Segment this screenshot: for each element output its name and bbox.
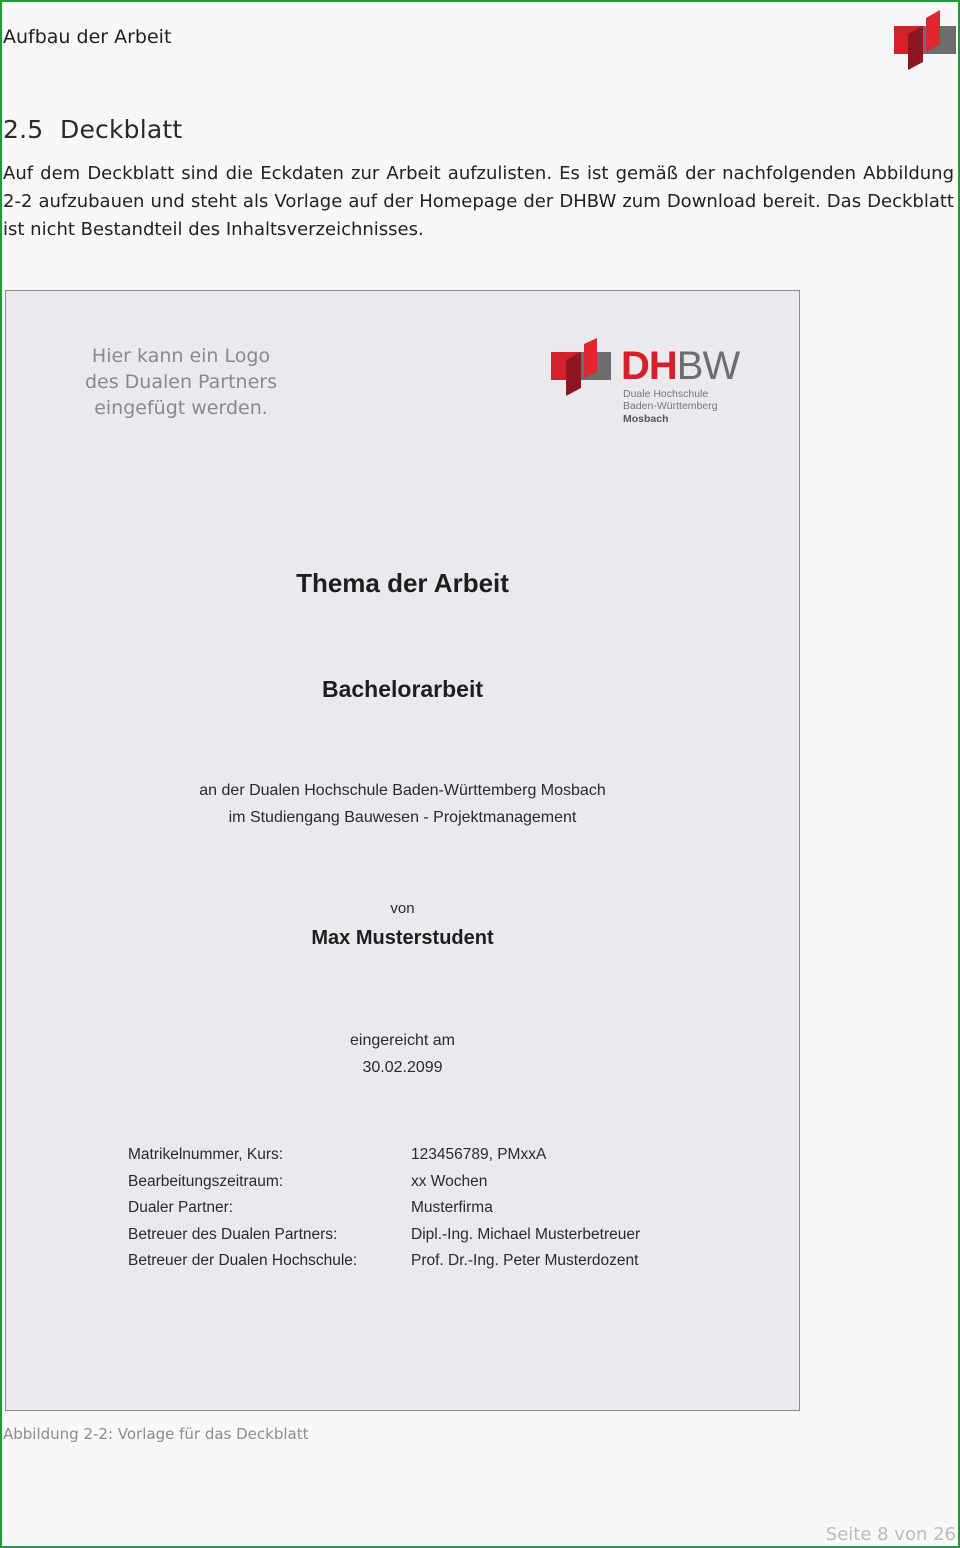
detail-value: xx Wochen <box>411 1172 488 1190</box>
dhbw-campus: Mosbach <box>623 413 669 425</box>
dhbw-logo-icon <box>892 8 958 70</box>
running-header: Aufbau der Arbeit <box>3 26 172 48</box>
placeholder-line: des Dualen Partners <box>84 371 277 393</box>
partner-logo-placeholder <box>66 343 296 421</box>
figure-caption: Abbildung 2-2: Vorlage für das Deckblatt <box>3 1425 309 1443</box>
detail-value: Dipl.-Ing. Michael Musterbetreuer <box>411 1225 641 1243</box>
details-table <box>128 1142 640 1275</box>
detail-key: Betreuer der Dualen Hochschule: <box>128 1252 358 1270</box>
detail-key: Bearbeitungszeitraum: <box>128 1172 284 1190</box>
table-row <box>128 1169 640 1196</box>
page-number: Seite 8 von 26 <box>825 1524 956 1545</box>
author-name: Max Musterstudent <box>311 927 494 949</box>
placeholder-line: eingefügt werden. <box>94 397 268 419</box>
table-row <box>128 1195 640 1222</box>
detail-key: Betreuer des Dualen Partners: <box>128 1225 338 1243</box>
section-heading <box>3 115 182 144</box>
table-row <box>128 1222 640 1249</box>
cover-page-template-figure <box>5 290 800 1411</box>
dhbw-logo <box>549 338 739 433</box>
placeholder-line: Hier kann ein Logo <box>91 345 271 367</box>
wordmark-bw: BW <box>676 344 740 388</box>
dhbw-mark-icon <box>549 338 613 400</box>
by-label: von <box>390 900 415 917</box>
wordmark-dh: DH <box>621 344 677 388</box>
detail-key: Dualer Partner: <box>128 1199 234 1217</box>
institution-line: an der Dualen Hochschule Baden-Württemberg Mosbach <box>199 782 606 799</box>
detail-key: Matrikelnummer, Kurs: <box>128 1146 284 1164</box>
dhbw-wordmark <box>621 346 739 386</box>
detail-value: 123456789, PMxxA <box>411 1146 547 1164</box>
table-row <box>128 1248 640 1275</box>
section-title: Deckblatt <box>60 115 183 144</box>
dhbw-subtitle-line: Duale Hochschule <box>623 388 709 400</box>
dhbw-subtitle <box>623 388 718 412</box>
institution-block <box>6 777 799 831</box>
thesis-title: Thema der Arbeit <box>296 568 509 598</box>
detail-value: Prof. Dr.-Ing. Peter Musterdozent <box>411 1252 639 1270</box>
submission-block <box>6 1027 799 1081</box>
table-row <box>128 1142 640 1169</box>
body-paragraph: Auf dem Deckblatt sind die Eckdaten zur Arbeit aufzulisten. Es ist gemäß der nachfolgenden Abbildung 2-2 aufzubauen und steht als Vorlage auf der Homepage der DHBW zum Download bereit. Das Deckblatt ist nicht Bestandteil des Inhaltsverzeichnisses. <box>3 163 954 240</box>
section-number: 2.5 <box>3 115 44 144</box>
submitted-label: eingereicht am <box>350 1032 455 1049</box>
thesis-type: Bachelorarbeit <box>321 676 484 702</box>
detail-value: Musterfirma <box>411 1199 493 1217</box>
submitted-date: 30.02.2099 <box>362 1059 443 1076</box>
program-line: im Studiengang Bauwesen - Projektmanagement <box>228 809 577 826</box>
dhbw-subtitle-line: Baden-Württemberg <box>623 400 718 412</box>
